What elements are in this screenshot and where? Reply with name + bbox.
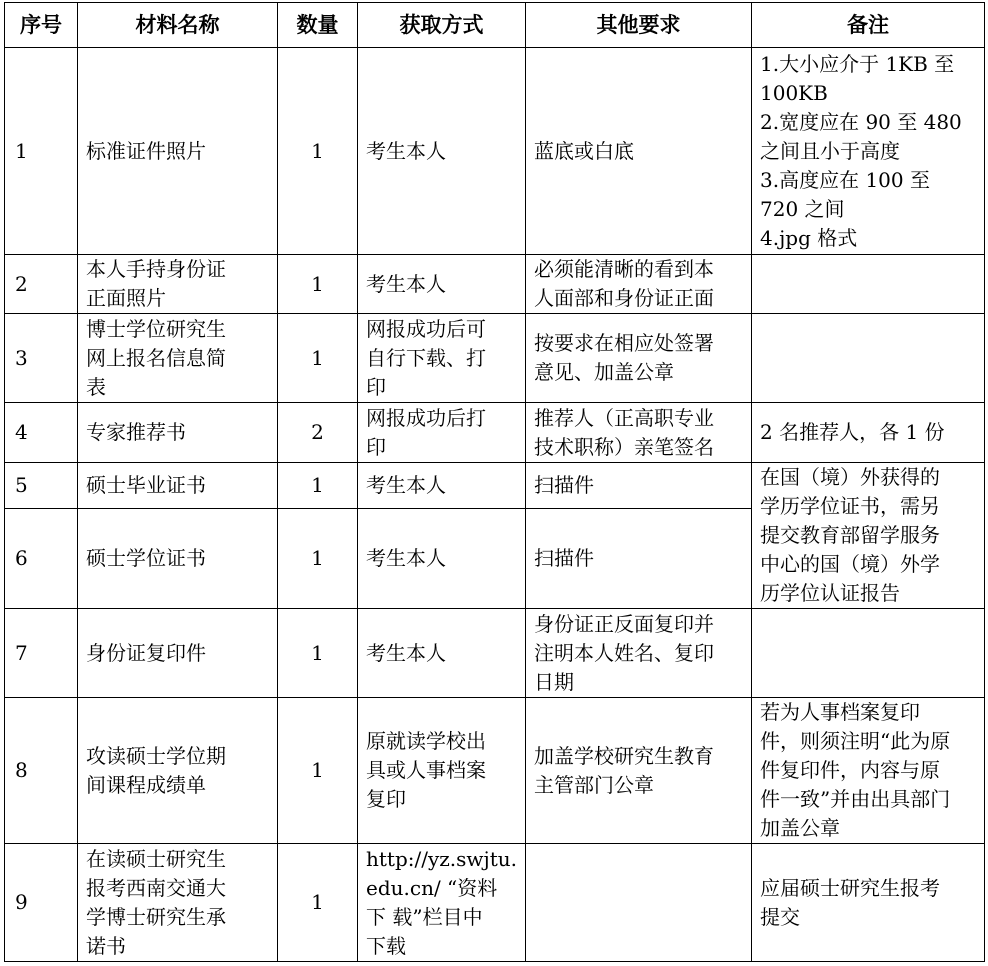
cell-no: 1: [5, 48, 78, 255]
name-line: 博士学位研究生: [86, 316, 226, 341]
method-line: 具或人事档案: [366, 758, 486, 782]
cell-note: [752, 844, 985, 962]
cell-requirement: 扫描件: [526, 509, 752, 609]
cell-qty: 1: [278, 509, 358, 609]
header-row: [5, 3, 985, 48]
name-line: 攻读硕士学位期: [86, 743, 226, 768]
cell-method: 考生本人: [358, 609, 526, 698]
method-line: 印: [366, 434, 386, 459]
header-name: 材料名称: [78, 3, 278, 48]
cell-qty: 1: [278, 698, 358, 844]
name-line: 间课程成绩单: [86, 772, 206, 797]
req-line: 主管部门公章: [534, 772, 654, 797]
table-row: [5, 255, 985, 314]
name-line: 网上报名信息简: [86, 345, 226, 370]
note-line: 提交教育部留学服务: [760, 523, 940, 547]
method-line: 网报成功后可: [366, 316, 486, 341]
table-row: [5, 609, 985, 698]
table-row: [5, 314, 985, 403]
note-line: 历学位认证报告: [760, 581, 900, 605]
cell-no: 6: [5, 509, 78, 609]
req-line: 按要求在相应处签署: [534, 331, 714, 355]
note-line: 720 之间: [760, 196, 845, 221]
cell-method: 考生本人: [358, 255, 526, 314]
cell-no: 4: [5, 403, 78, 463]
cell-no: 9: [5, 844, 78, 962]
cell-note: [752, 698, 985, 844]
cell-no: 2: [5, 255, 78, 314]
cell-qty: 2: [278, 403, 358, 463]
note-line: 4.jpg 格式: [760, 225, 858, 250]
table-row: [5, 463, 985, 509]
cell-requirement: [526, 403, 752, 463]
note-line: 若为人事档案复印: [760, 700, 920, 724]
cell-name: [78, 255, 278, 314]
req-line: 意见、加盖公章: [534, 360, 674, 384]
cell-requirement: 扫描件: [526, 463, 752, 509]
note-line: 3.高度应在 100 至: [760, 167, 930, 192]
method-line: edu.cn/ “资料: [366, 875, 498, 900]
header-no: 序号: [5, 3, 78, 48]
note-line: 件一致”并由出具部门: [760, 787, 951, 811]
table-row: [5, 844, 985, 962]
cell-requirement: 蓝底或白底: [526, 48, 752, 255]
cell-requirement: [526, 698, 752, 844]
cell-name: 硕士学位证书: [78, 509, 278, 609]
cell-name: [78, 844, 278, 962]
method-line: 原就读学校出: [366, 729, 486, 753]
req-line: 加盖学校研究生教育: [534, 743, 714, 768]
method-line: 自行下载、打: [366, 345, 486, 370]
cell-qty: 1: [278, 463, 358, 509]
cell-name: [78, 314, 278, 403]
cell-qty: 1: [278, 255, 358, 314]
table-row: [5, 403, 985, 463]
name-line: 正面照片: [86, 286, 166, 310]
cell-qty: 1: [278, 48, 358, 255]
table-row: [5, 48, 985, 255]
name-line: 在读硕士研究生: [86, 846, 226, 871]
cell-method: 考生本人: [358, 48, 526, 255]
cell-method: [358, 314, 526, 403]
method-line: 网报成功后打: [366, 405, 486, 430]
header-note: 备注: [752, 3, 985, 48]
cell-requirement: [526, 844, 752, 962]
method-line: 印: [366, 374, 386, 399]
cell-name: [78, 698, 278, 844]
note-line: 件，则须注明“此为原: [760, 729, 951, 753]
req-line: 人面部和身份证正面: [534, 286, 714, 310]
note-line: 提交: [760, 904, 800, 929]
cell-no: 8: [5, 698, 78, 844]
cell-note: 2 名推荐人，各 1 份: [752, 403, 985, 463]
note-line: 件复印件，内容与原: [760, 758, 940, 782]
req-line: 推荐人（正高职专业: [534, 405, 714, 430]
cell-requirement: [526, 609, 752, 698]
name-line: 本人手持身份证: [86, 257, 226, 281]
cell-qty: 1: [278, 609, 358, 698]
cell-no: 7: [5, 609, 78, 698]
cell-method: [358, 698, 526, 844]
cell-method: 考生本人: [358, 509, 526, 609]
cell-note: [752, 609, 985, 698]
name-line: 报考西南交通大: [86, 875, 226, 900]
name-line: 表: [86, 374, 106, 399]
method-line: http://yz.swjtu.: [366, 846, 518, 871]
cell-name: 硕士毕业证书: [78, 463, 278, 509]
note-line: 100KB: [760, 80, 828, 105]
cell-qty: 1: [278, 314, 358, 403]
header-qty: 数量: [278, 3, 358, 48]
note-line: 1.大小应介于 1KB 至: [760, 51, 955, 76]
req-line: 注明本人姓名、复印: [534, 640, 714, 665]
note-line: 学历学位证书，需另: [760, 494, 940, 518]
header-method: 获取方式: [358, 3, 526, 48]
name-line: 诺书: [86, 933, 126, 958]
cell-requirement: [526, 314, 752, 403]
cell-name: 专家推荐书: [78, 403, 278, 463]
cell-qty: 1: [278, 844, 358, 962]
note-line: 加盖公章: [760, 816, 840, 840]
req-line: 必须能清晰的看到本: [534, 257, 714, 281]
cell-method: [358, 844, 526, 962]
method-line: 复印: [366, 787, 406, 811]
name-line: 学博士研究生承: [86, 904, 226, 929]
note-line: 2.宽度应在 90 至 480: [760, 109, 962, 134]
method-line: 下载: [366, 933, 406, 958]
cell-no: 5: [5, 463, 78, 509]
req-line: 身份证正反面复印并: [534, 611, 714, 636]
cell-requirement: [526, 255, 752, 314]
note-line: 之间且小于高度: [760, 138, 900, 163]
cell-name: 标准证件照片: [78, 48, 278, 255]
cell-note-merged: [752, 463, 985, 609]
note-line: 中心的国（境）外学: [760, 552, 940, 576]
cell-method: 考生本人: [358, 463, 526, 509]
cell-note: [752, 255, 985, 314]
header-requirement: 其他要求: [526, 3, 752, 48]
cell-note: [752, 314, 985, 403]
cell-method: [358, 403, 526, 463]
method-line: 下 载”栏目中: [366, 904, 483, 929]
materials-table: [4, 2, 985, 962]
note-line: 应届硕士研究生报考: [760, 875, 940, 900]
note-line: 在国（境）外获得的: [760, 465, 940, 489]
cell-note: [752, 48, 985, 255]
cell-name: 身份证复印件: [78, 609, 278, 698]
req-line: 日期: [534, 669, 574, 694]
table-row: [5, 698, 985, 844]
req-line: 技术职称）亲笔签名: [534, 434, 714, 459]
cell-no: 3: [5, 314, 78, 403]
